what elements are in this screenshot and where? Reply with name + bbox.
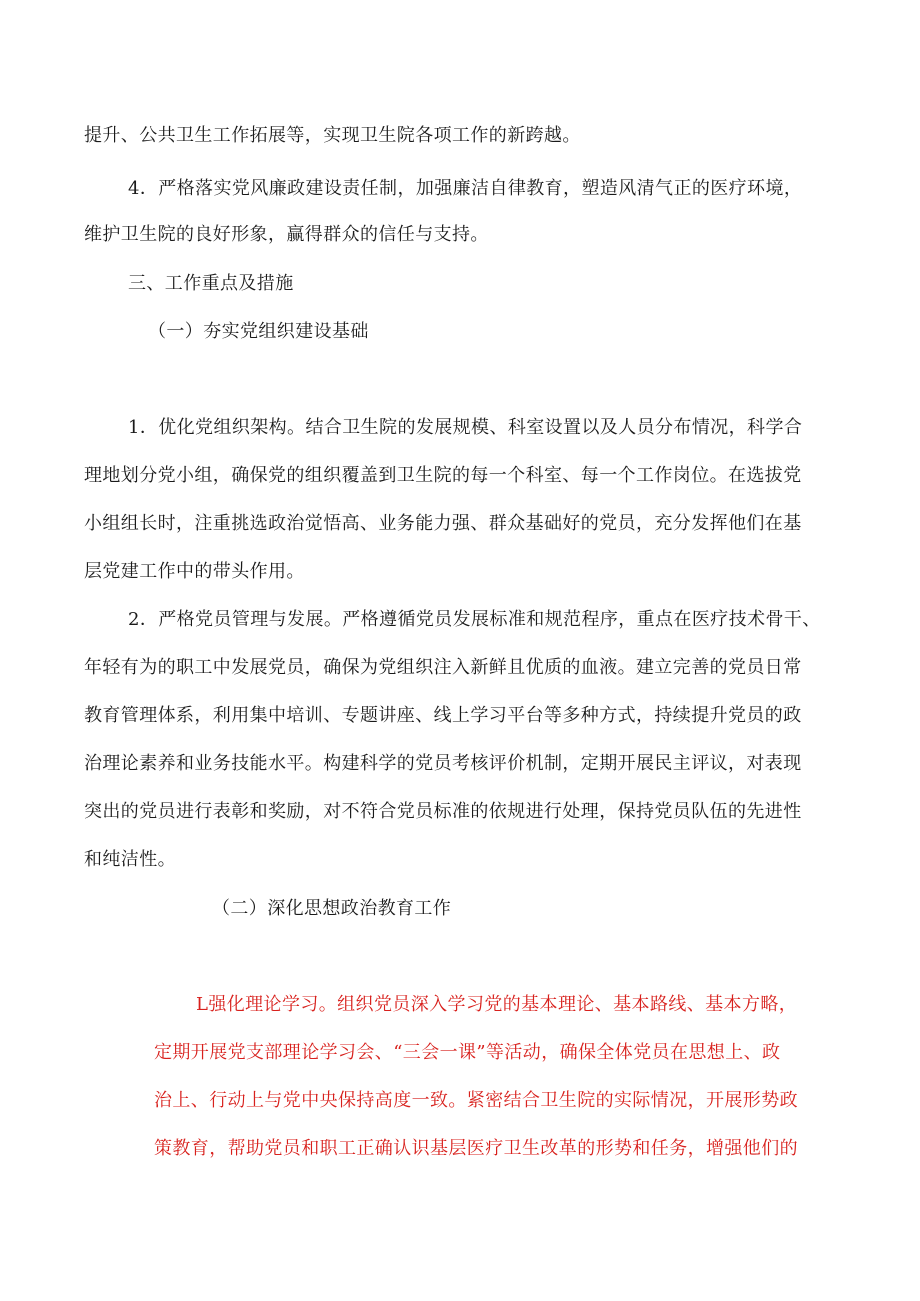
subsection-heading: （一）夯实党组织建设基础 [148,321,369,342]
subsection-heading: （二）深化思想政治教育工作 [212,898,452,919]
section-heading: 三、工作重点及措施 [128,273,294,294]
paragraph-line: 教育管理体系，利用集中培训、专题讲座、线上学习平台等多种方式，持续提升党员的政 [84,705,802,726]
highlighted-paragraph-line: 定期开展党支部理论学习会、“三会一课”等活动，确保全体党员在思想上、政 [154,1042,781,1063]
highlighted-paragraph-line: 策教育，帮助党员和职工正确认识基层医疗卫生改革的形势和任务，增强他们的 [154,1138,798,1159]
highlighted-paragraph-line: L强化理论学习。组织党员深入学习党的基本理论、基本路线、基本方略， [196,994,798,1015]
paragraph-line: 1．优化党组织架构。结合卫生院的发展规模、科室设置以及人员分布情况，科学合 [128,417,803,438]
paragraph-line: 小组组长时，注重挑选政治觉悟高、业务能力强、群众基础好的党员，充分发挥他们在基 [84,513,802,534]
paragraph-line: 和纯洁性。 [84,849,176,870]
paragraph-line: 提升、公共卫生工作拓展等，实现卫生院各项工作的新跨越。 [84,125,581,146]
paragraph-line: 2．严格党员管理与发展。严格遵循党员发展标准和规范程序，重点在医疗技术骨干、 [128,609,821,630]
paragraph-line: 层党建工作中的带头作用。 [84,561,305,582]
highlighted-paragraph-line: 治上、行动上与党中央保持高度一致。紧密结合卫生院的实际情况，开展形势政 [154,1090,798,1111]
paragraph-line: 4．严格落实党风廉政建设责任制，加强廉洁自律教育，塑造风清气正的医疗环境， [128,178,803,199]
paragraph-line: 治理论素养和业务技能水平。构建科学的党员考核评价机制，定期开展民主评议，对表现 [84,753,802,774]
paragraph-line: 维护卫生院的良好形象，赢得群众的信任与支持。 [84,224,489,245]
paragraph-line: 年轻有为的职工中发展党员，确保为党组织注入新鲜且优质的血液。建立完善的党员日常 [84,657,802,678]
paragraph-line: 理地划分党小组，确保党的组织覆盖到卫生院的每一个科室、每一个工作岗位。在选拔党 [84,465,802,486]
paragraph-line: 突出的党员进行表彰和奖励，对不符合党员标准的依规进行处理，保持党员队伍的先进性 [84,801,802,822]
